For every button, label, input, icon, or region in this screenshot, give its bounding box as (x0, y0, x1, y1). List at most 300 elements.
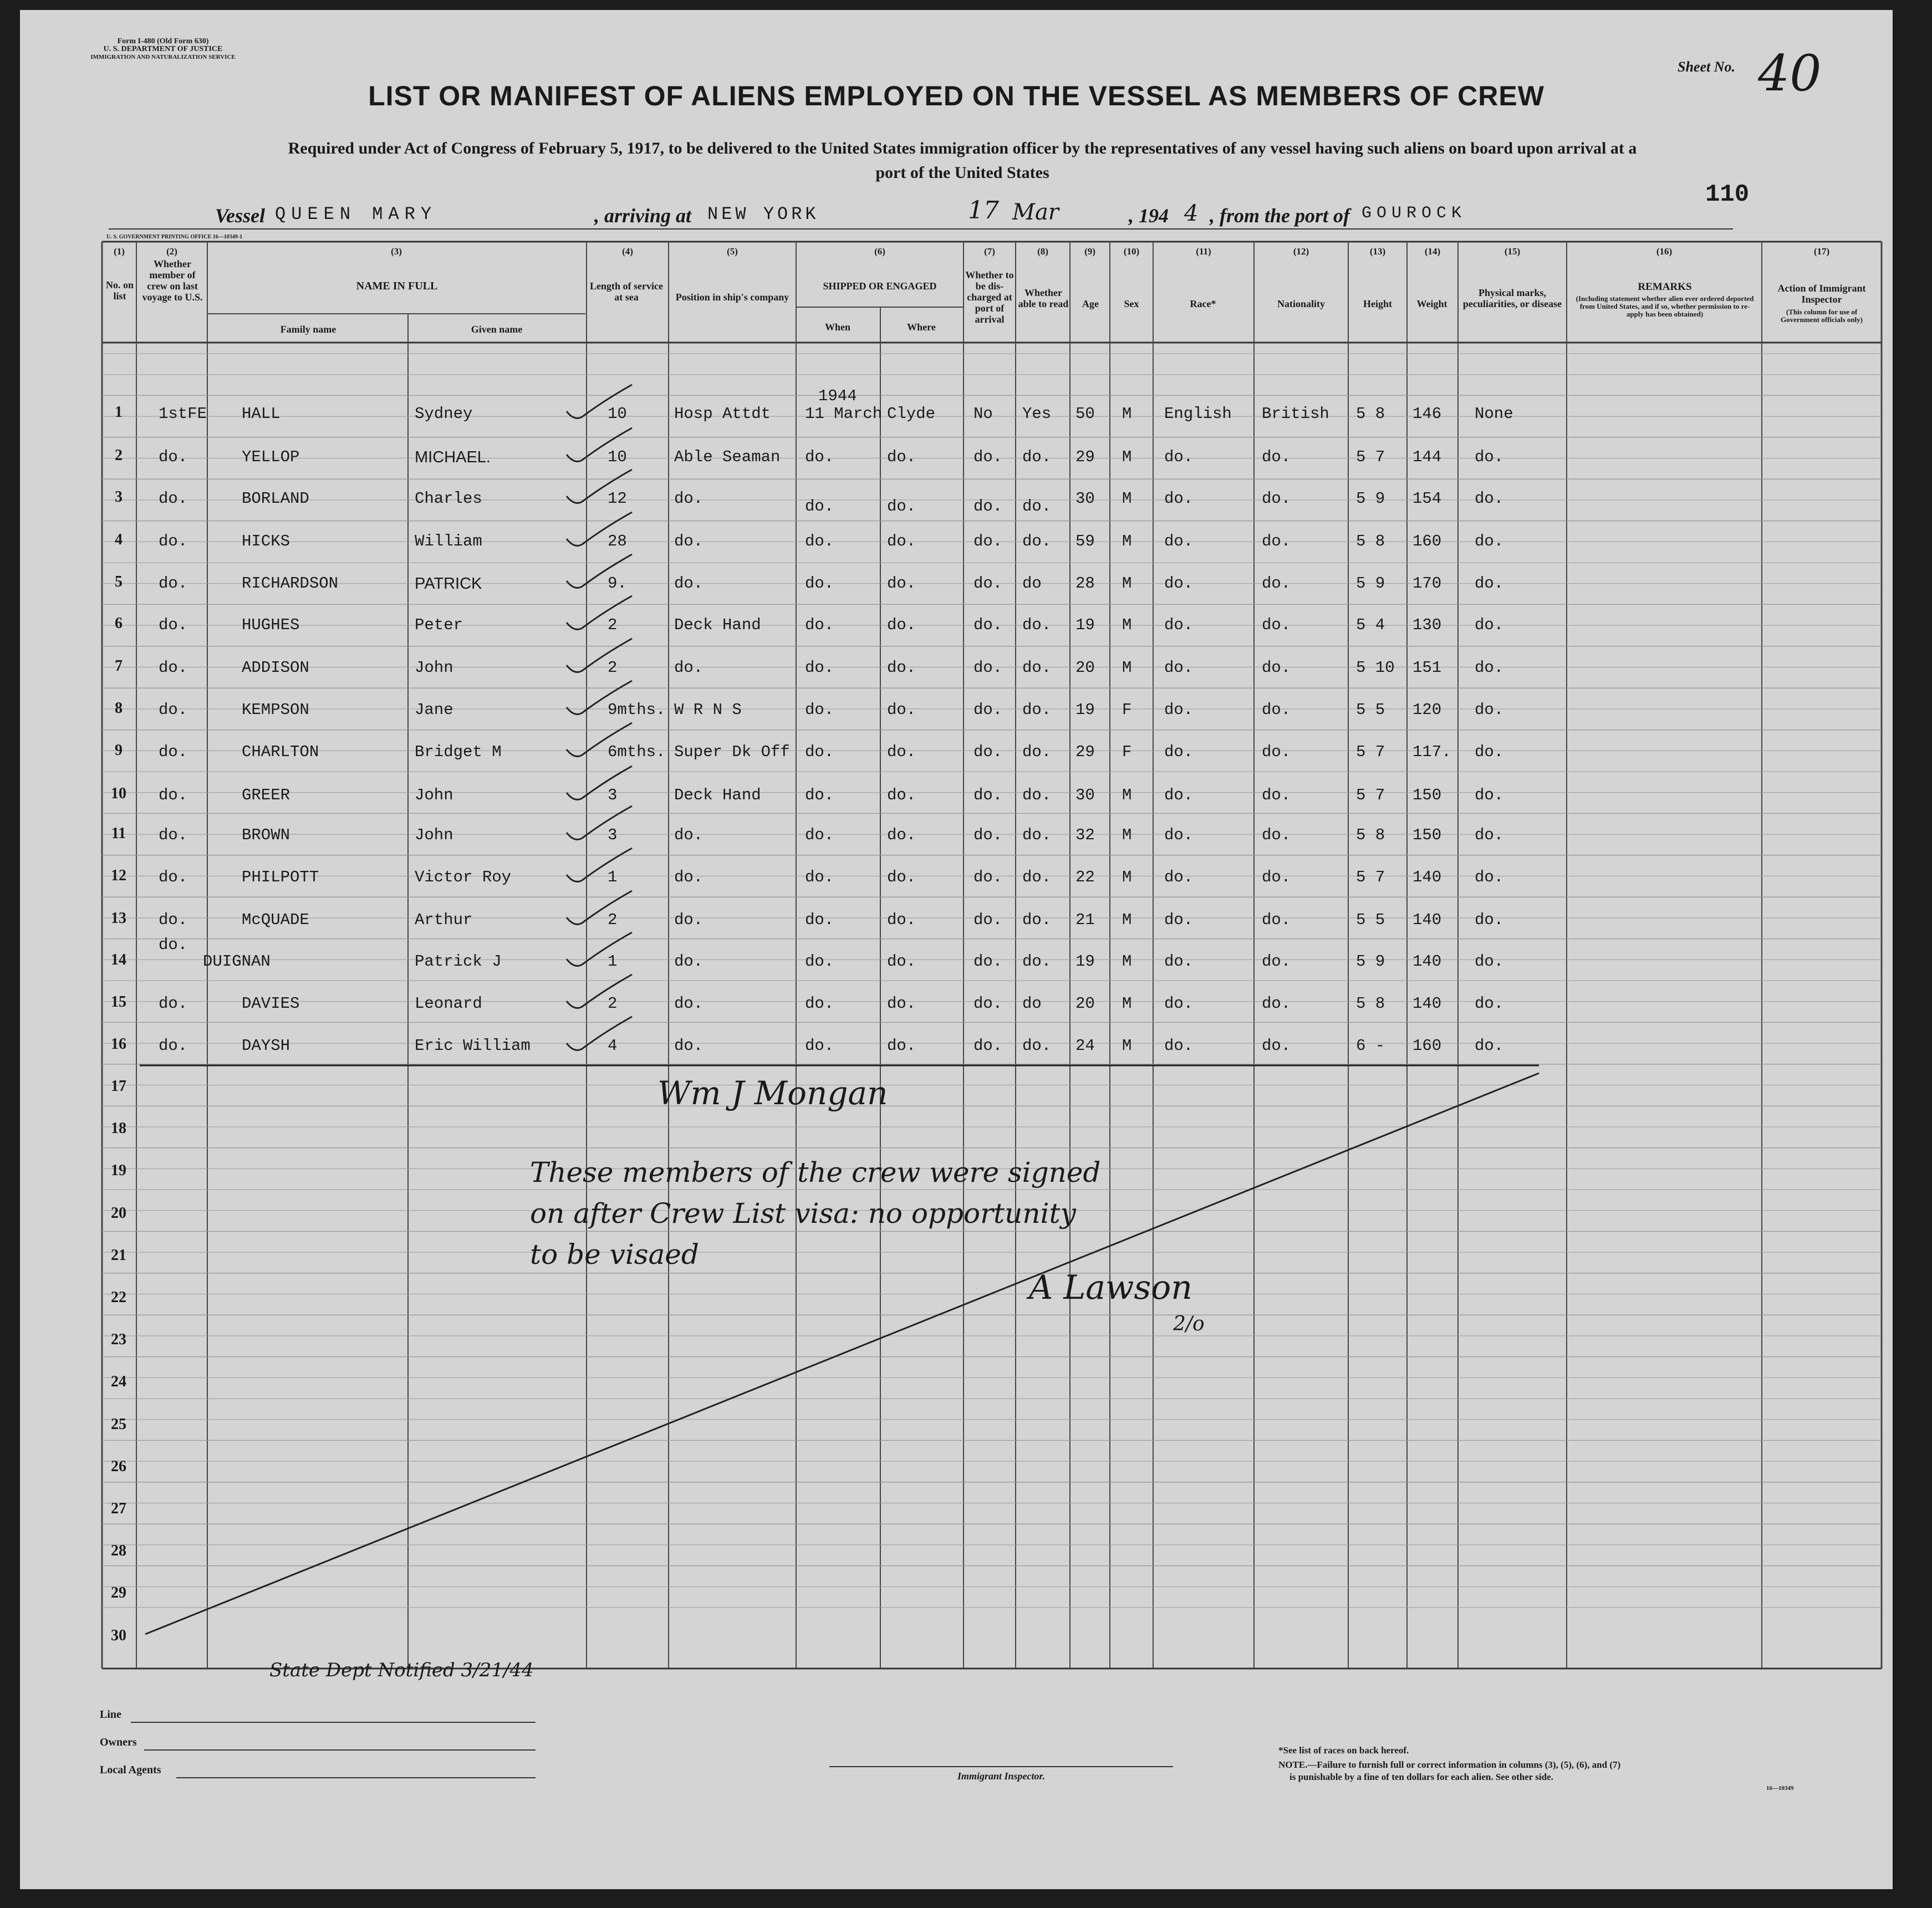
able-to-read: do. (1022, 911, 1052, 929)
given-name: John (415, 786, 453, 804)
discharged: do. (973, 448, 1003, 466)
sheet-number: 40 (1758, 44, 1822, 103)
weight: 140 (1413, 911, 1442, 929)
nationality: do. (1262, 616, 1291, 634)
height: 5 10 (1356, 659, 1395, 677)
given-name: Victor Roy (415, 868, 512, 886)
age: 20 (1075, 994, 1095, 1013)
nationality: do. (1262, 1037, 1291, 1055)
able-to-read: do. (1022, 786, 1052, 804)
col-header-name: NAME IN FULL (356, 280, 438, 292)
position: do. (674, 868, 704, 886)
footer-owners-rule (144, 1749, 536, 1751)
check-mark (567, 891, 632, 924)
from-port: GOUROCK (1362, 204, 1467, 223)
sex: M (1122, 786, 1132, 804)
col-header-race: Race* (1190, 298, 1216, 309)
subtitle-line-2: port of the United States (875, 164, 1049, 182)
row-number: 20 (111, 1204, 126, 1222)
service-length: 2 (608, 911, 618, 929)
height: 5 8 (1356, 826, 1385, 844)
family-name: DAVIES (242, 994, 300, 1013)
race: do. (1164, 1037, 1194, 1055)
race: do. (1164, 952, 1194, 971)
footer-line-rule (131, 1722, 536, 1723)
shipped-where: do. (887, 952, 916, 971)
weight: 140 (1413, 952, 1442, 971)
race: do. (1164, 701, 1194, 719)
weight: 140 (1413, 994, 1442, 1013)
footer-line-label: Line (100, 1708, 121, 1721)
service-length: 1 (608, 868, 618, 886)
from-label: , from the port of (1210, 205, 1350, 227)
manifest-sheet (20, 10, 1893, 1889)
col-header-crew: Whether member of crew on last voyage to U.S. (142, 258, 203, 303)
service-length: 2 (608, 994, 618, 1013)
footer-owners-label: Owners (100, 1736, 137, 1748)
row-number: 3 (115, 488, 123, 506)
shipped-where: do. (887, 532, 916, 550)
check-mark (567, 723, 632, 756)
family-name: KEMPSON (242, 701, 309, 719)
race: do. (1164, 616, 1194, 634)
shipped-where: do. (887, 743, 916, 761)
discharged: do. (973, 574, 1003, 593)
age: 19 (1075, 701, 1095, 719)
sex: F (1122, 743, 1132, 761)
able-to-read: do. (1022, 743, 1052, 761)
col-header-given: Given name (471, 324, 523, 335)
crew-status: do. (159, 701, 188, 719)
col-header-marks: Physical marks, peculiarities, or disease (1462, 287, 1562, 309)
position: do. (674, 532, 704, 550)
able-to-read: do (1022, 994, 1042, 1013)
row-number: 27 (111, 1500, 126, 1517)
sex: M (1122, 994, 1132, 1013)
nationality: do. (1262, 994, 1291, 1013)
column-number: (5) (727, 246, 738, 257)
row-number: 7 (115, 657, 123, 675)
discharged: do. (973, 532, 1003, 550)
able-to-read: do. (1022, 701, 1052, 719)
crew-status: do. (159, 868, 188, 886)
check-mark (567, 975, 632, 1008)
check-mark (567, 639, 632, 672)
discharged: do. (973, 743, 1003, 761)
able-to-read: Yes (1022, 405, 1052, 423)
given-name: PATRICK (415, 575, 482, 593)
given-name: Bridget M (415, 743, 502, 761)
weight: 160 (1413, 532, 1442, 550)
race-note: *See list of races on back hereof. (1278, 1745, 1409, 1756)
age: 59 (1075, 532, 1095, 550)
age: 21 (1075, 911, 1095, 929)
physical-marks: do. (1475, 952, 1504, 971)
col-header-no: No. on list (105, 279, 134, 302)
able-to-read: do. (1022, 448, 1052, 466)
date-year-suffix: 4 (1184, 201, 1199, 226)
nationality: do. (1262, 952, 1291, 971)
weight: 151 (1413, 659, 1442, 677)
physical-marks: do. (1475, 826, 1504, 844)
age: 20 (1075, 659, 1095, 677)
form-service: IMMIGRATION AND NATURALIZATION SERVICE (90, 54, 236, 60)
able-to-read: do. (1022, 826, 1052, 844)
nationality: do. (1262, 532, 1291, 550)
check-mark (567, 932, 632, 966)
family-name: PHILPOTT (242, 868, 319, 886)
height: 5 8 (1356, 532, 1385, 550)
col-header-remarks: REMARKS (1638, 281, 1692, 293)
row-number: 12 (111, 867, 126, 884)
shipped-when: do. (805, 701, 834, 719)
discharged: do. (973, 1037, 1003, 1055)
row-number: 29 (111, 1584, 126, 1602)
given-name: John (415, 659, 453, 677)
column-number: (16) (1656, 246, 1673, 257)
discharged: do. (973, 786, 1003, 804)
row-number: 24 (111, 1373, 126, 1391)
row-number: 14 (111, 951, 126, 968)
crew-status: do. (159, 1037, 188, 1055)
row-number: 9 (115, 742, 123, 759)
row-number: 30 (111, 1626, 126, 1644)
subtitle-line-1: Required under Act of Congress of February 5, 1917, to be delivered to the United States immigration officer by the representatives of any vessel having such aliens on board upon arrival at a (288, 139, 1637, 157)
shipped-where: do. (887, 701, 916, 719)
position: do. (674, 994, 704, 1013)
check-mark (567, 681, 632, 714)
able-to-read: do. (1022, 952, 1052, 971)
discharged: do. (973, 911, 1003, 929)
position: do. (674, 952, 704, 971)
race: do. (1164, 786, 1194, 804)
height: 5 9 (1356, 952, 1385, 971)
shipped-when: do. (805, 659, 834, 677)
weight: 140 (1413, 868, 1442, 886)
shipped-when: do. (805, 532, 834, 550)
age: 29 (1075, 743, 1095, 761)
shipped-when: do. (805, 952, 834, 971)
age: 30 (1075, 489, 1095, 508)
check-mark (567, 428, 632, 461)
able-to-read: do. (1022, 497, 1052, 516)
shipped-when: do. (805, 1037, 834, 1055)
row-number: 8 (115, 700, 123, 717)
inspector-label: Immigrant Inspector. (957, 1771, 1046, 1782)
race: do. (1164, 532, 1194, 550)
family-name: DAYSH (242, 1037, 290, 1055)
physical-marks: do. (1475, 786, 1504, 804)
family-name: GREER (242, 786, 290, 804)
column-number: (7) (984, 246, 995, 257)
able-to-read: do (1022, 574, 1042, 593)
shipped-where: do. (887, 659, 916, 677)
given-name: Jane (415, 701, 453, 719)
shipped-when: do. (805, 868, 834, 886)
column-number: (10) (1123, 246, 1140, 257)
service-length: 12 (608, 489, 627, 508)
nationality: do. (1262, 786, 1291, 804)
family-name: HUGHES (242, 616, 300, 634)
col-header-read: Whether able to read (1018, 287, 1069, 309)
shipped-where: do. (887, 1037, 916, 1055)
sex: M (1122, 532, 1132, 550)
service-length: 2 (608, 659, 618, 677)
shipped-where: Clyde (887, 405, 936, 423)
row-number: 1 (115, 404, 123, 421)
sex: M (1122, 448, 1132, 466)
physical-marks: None (1475, 405, 1513, 423)
shipped-when: do. (805, 448, 834, 466)
shipped-where: do. (887, 497, 916, 516)
shipped-when: 11 March (805, 405, 883, 423)
height: 5 8 (1356, 405, 1385, 423)
position: Super Dk Off (674, 743, 790, 761)
row-number: 22 (111, 1289, 126, 1306)
col-header-when: When (824, 322, 850, 333)
nationality: do. (1262, 701, 1291, 719)
check-mark (567, 766, 632, 799)
row-number: 10 (111, 785, 126, 802)
given-name: Eric William (415, 1037, 531, 1055)
column-number: (14) (1424, 246, 1441, 257)
service-length: 9. (608, 574, 627, 593)
physical-marks: do. (1475, 448, 1504, 466)
sex: M (1122, 826, 1132, 844)
height: 5 9 (1356, 574, 1385, 593)
col-header-age: Age (1082, 298, 1099, 309)
service-length: 1 (608, 952, 618, 971)
footer-note-line-1: NOTE.—Failure to furnish full or correct information in columns (3), (5), (6), and (7) (1278, 1759, 1621, 1770)
weight: 120 (1413, 701, 1442, 719)
service-length: 28 (608, 532, 627, 550)
discharged: No (973, 405, 993, 423)
column-number: (11) (1196, 246, 1211, 257)
position: do. (674, 489, 704, 508)
col-header-discharged: Whether to be dis-charged at port of arrival (965, 269, 1014, 325)
given-name: John (415, 826, 453, 844)
row-number: 26 (111, 1457, 126, 1475)
page-title: LIST OR MANIFEST OF ALIENS EMPLOYED ON THE VESSEL AS MEMBERS OF CREW (368, 80, 1544, 111)
column-number: (12) (1293, 246, 1309, 257)
race: do. (1164, 574, 1194, 593)
race: do. (1164, 659, 1194, 677)
service-length: 2 (608, 616, 618, 634)
col-header-shipped: SHIPPED OR ENGAGED (823, 280, 937, 292)
check-mark (567, 848, 632, 881)
able-to-read: do. (1022, 659, 1052, 677)
race: do. (1164, 448, 1194, 466)
height: 5 7 (1356, 743, 1385, 761)
form-dept: U. S. DEPARTMENT OF JUSTICE (103, 45, 223, 53)
signature-top: Wm J Mongan (657, 1074, 888, 1112)
physical-marks: do. (1475, 489, 1504, 508)
sex: M (1122, 911, 1132, 929)
shipped-when: do. (805, 497, 834, 516)
col-header-action: Action of Immigrant Inspector (1777, 283, 1866, 305)
row-number: 16 (111, 1035, 126, 1053)
nationality: do. (1262, 574, 1291, 593)
weight: 146 (1413, 405, 1442, 423)
discharged: do. (973, 868, 1003, 886)
row-number: 13 (111, 910, 126, 927)
height: 5 9 (1356, 489, 1385, 508)
row-number: 19 (111, 1162, 126, 1180)
age: 32 (1075, 826, 1095, 844)
col-header-action-note: (This column for use of Government officials only) (1780, 308, 1863, 324)
footer-note-line-2: is punishable by a fine of ten dollars for each alien. See other side. (1289, 1772, 1553, 1782)
able-to-read: do. (1022, 868, 1052, 886)
date-year-prefix: , 194 (1129, 205, 1169, 227)
crew-status: do. (159, 936, 188, 954)
row-number: 25 (111, 1415, 126, 1433)
discharged: do. (973, 616, 1003, 634)
inspector-signature-rule (829, 1766, 1173, 1767)
sex: M (1122, 405, 1132, 423)
handwritten-note-line-2: on after Crew List visa: no opportunity (530, 1197, 1076, 1230)
col-header-family: Family name (280, 324, 337, 335)
position: Deck Hand (674, 786, 761, 804)
service-length: 4 (608, 1037, 618, 1055)
shipped-where: do. (887, 868, 916, 886)
position: do. (674, 659, 704, 677)
discharged: do. (973, 701, 1003, 719)
given-name: Peter (415, 616, 463, 634)
vessel-name: QUEEN MARY (275, 204, 437, 225)
family-name: YELLOP (242, 448, 300, 466)
position: Deck Hand (674, 616, 761, 634)
stamp-number: 110 (1705, 181, 1750, 208)
shipped-where: do. (887, 826, 916, 844)
weight: 117. (1413, 743, 1451, 761)
signature-bottom: A Lawson (1029, 1268, 1192, 1307)
shipped-when: do. (805, 911, 834, 929)
column-number: (17) (1813, 246, 1830, 257)
position: do. (674, 911, 704, 929)
discharged: do. (973, 994, 1003, 1013)
check-mark (567, 554, 632, 588)
printer-note: U. S. GOVERNMENT PRINTING OFFICE 16—10349-1 (106, 234, 243, 240)
crew-status: 1stFE (159, 405, 207, 423)
column-number: (9) (1084, 246, 1095, 257)
height: 5 8 (1356, 994, 1385, 1013)
discharged: do. (973, 952, 1003, 971)
physical-marks: do. (1475, 1037, 1504, 1055)
service-length: 10 (608, 448, 627, 466)
weight: 150 (1413, 786, 1442, 804)
age: 50 (1075, 405, 1095, 423)
position: do. (674, 826, 704, 844)
given-name: MICHAEL. (415, 448, 491, 466)
given-name: Patrick J (415, 952, 502, 971)
date-month: Mar (1012, 200, 1059, 225)
race: do. (1164, 868, 1194, 886)
physical-marks: do. (1475, 616, 1504, 634)
crew-status: do. (159, 743, 188, 761)
height: 5 4 (1356, 616, 1385, 634)
height: 5 7 (1356, 786, 1385, 804)
race: do. (1164, 994, 1194, 1013)
row-number: 11 (111, 825, 126, 842)
family-name: RICHARDSON (242, 574, 339, 593)
position: do. (674, 574, 704, 593)
service-length: 9mths. (608, 701, 666, 719)
crew-status: do. (159, 574, 188, 593)
sex: F (1122, 701, 1132, 719)
column-number: (2) (166, 246, 177, 257)
sex: M (1122, 616, 1132, 634)
nationality: do. (1262, 868, 1291, 886)
shipped-year: 1944 (818, 387, 857, 405)
given-name: Leonard (415, 994, 482, 1013)
race: do. (1164, 743, 1194, 761)
check-mark (567, 1017, 632, 1050)
height: 5 7 (1356, 868, 1385, 886)
age: 30 (1075, 786, 1095, 804)
age: 28 (1075, 574, 1095, 593)
weight: 144 (1413, 448, 1442, 466)
form-id: Form I-480 (Old Form 630) (117, 37, 209, 45)
crew-status: do. (159, 448, 188, 466)
col-header-weight: Weight (1416, 298, 1447, 309)
race: do. (1164, 489, 1194, 508)
check-mark (567, 470, 632, 503)
age: 29 (1075, 448, 1095, 466)
shipped-when: do. (805, 743, 834, 761)
nationality: do. (1262, 489, 1291, 508)
check-mark (567, 806, 632, 839)
able-to-read: do. (1022, 1037, 1052, 1055)
shipped-when: do. (805, 826, 834, 844)
physical-marks: do. (1475, 574, 1504, 593)
check-mark (567, 596, 632, 629)
column-number: (13) (1369, 246, 1386, 257)
crew-status: do. (159, 616, 188, 634)
column-number: (3) (391, 246, 402, 257)
age: 19 (1075, 616, 1095, 634)
age: 22 (1075, 868, 1095, 886)
height: 5 5 (1356, 701, 1385, 719)
shipped-when: do. (805, 994, 834, 1013)
service-length: 3 (608, 786, 618, 804)
nationality: British (1262, 405, 1329, 423)
able-to-read: do. (1022, 532, 1052, 550)
form-code: 16—10349 (1766, 1785, 1794, 1792)
position: do. (674, 1037, 704, 1055)
discharged: do. (973, 659, 1003, 677)
service-length: 6mths. (608, 743, 666, 761)
able-to-read: do. (1022, 616, 1052, 634)
shipped-where: do. (887, 994, 916, 1013)
nationality: do. (1262, 743, 1291, 761)
vessel-label: Vessel (215, 205, 265, 227)
shipped-when: do. (805, 786, 834, 804)
sex: M (1122, 574, 1132, 593)
weight: 130 (1413, 616, 1442, 634)
nationality: do. (1262, 826, 1291, 844)
crew-status: do. (159, 659, 188, 677)
crew-status: do. (159, 786, 188, 804)
physical-marks: do. (1475, 701, 1504, 719)
sex: M (1122, 868, 1132, 886)
check-mark (567, 385, 632, 418)
weight: 170 (1413, 574, 1442, 593)
weight: 150 (1413, 826, 1442, 844)
race: do. (1164, 826, 1194, 844)
sex: M (1122, 1037, 1132, 1055)
crew-status: do. (159, 532, 188, 550)
row-number: 17 (111, 1078, 126, 1095)
